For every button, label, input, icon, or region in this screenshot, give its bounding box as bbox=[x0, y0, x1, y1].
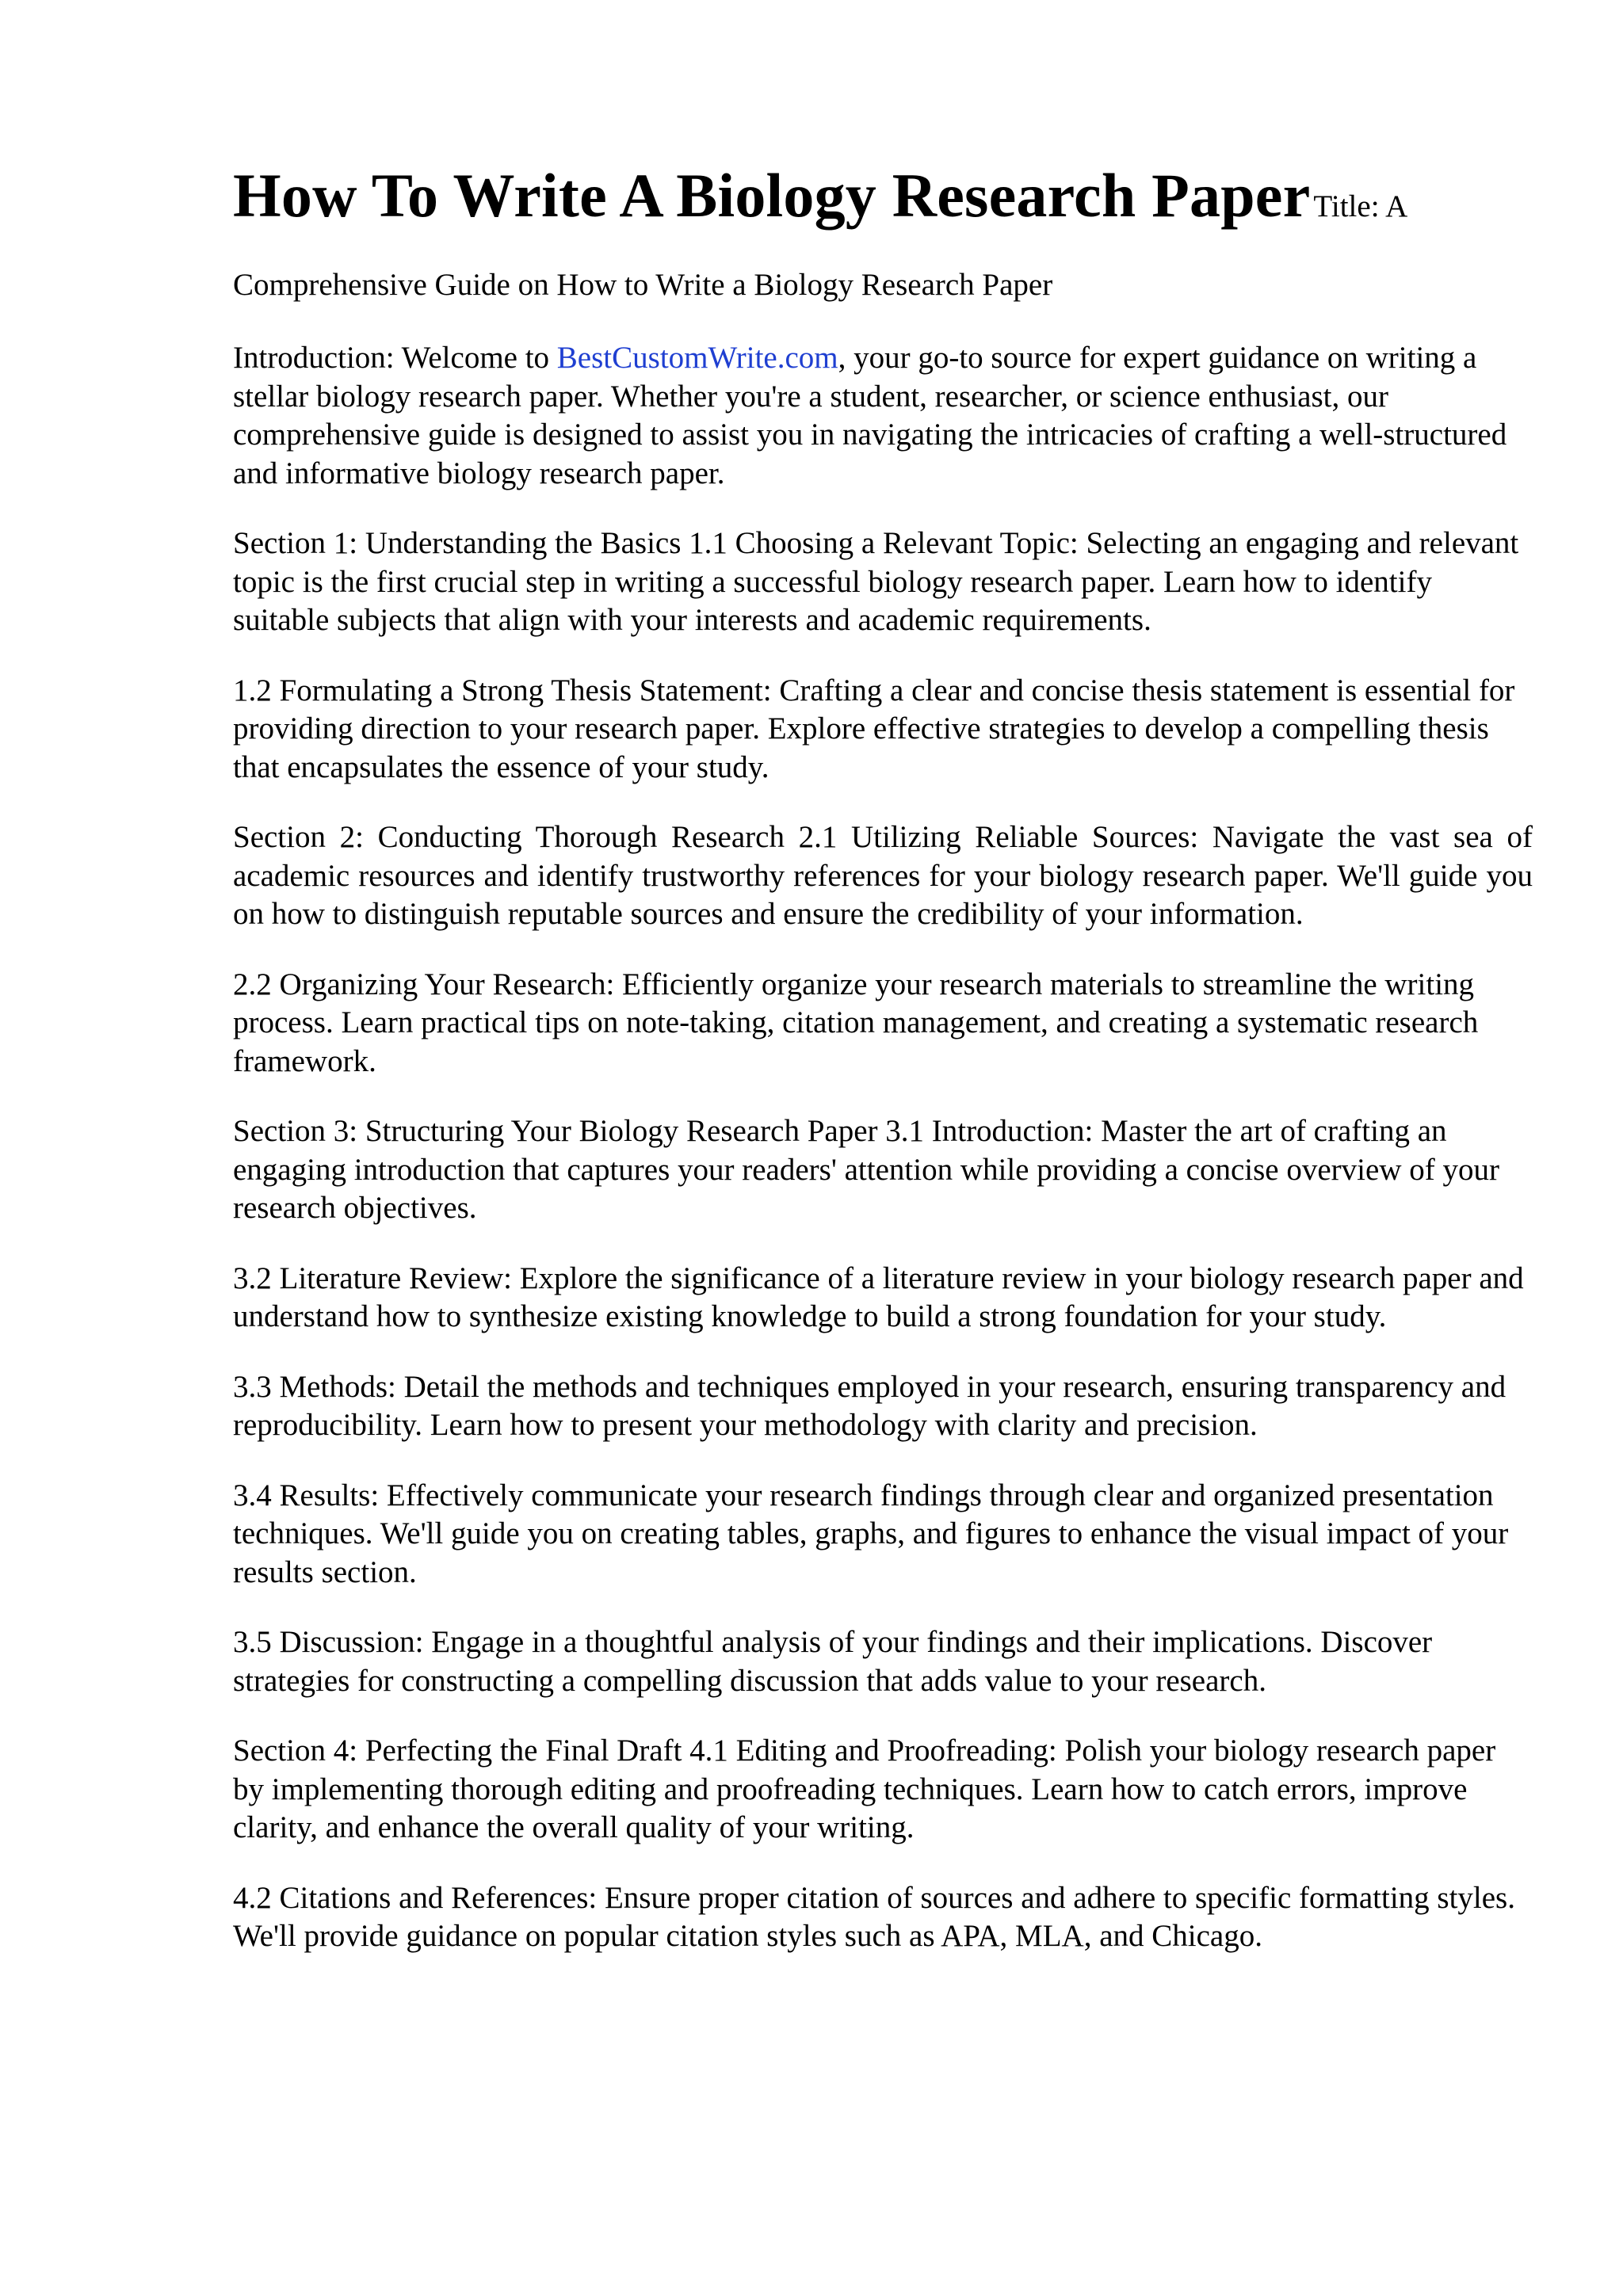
document-title: How To Write A Biology Research Paper bbox=[233, 161, 1311, 230]
thesis-paragraph: 1.2 Formulating a Strong Thesis Statement: Crafting a clear and concise thesis statement is essential for providing direction to your research paper. Explore effective strategies to develop a compelling thesis that encapsulates the essence of your study. bbox=[233, 673, 1515, 784]
section-2-sources-paragraph: Section 2: Conducting Thorough Research 2.1 Utilizing Reliable Sources: Navigate the vast sea of academic resources and identify trustworthy references for your biology research paper. We'll guide you on how to distinguish reputable sources and ensure the credibility of your information. bbox=[233, 820, 1533, 932]
intro-text-start: Introduction: Welcome to bbox=[233, 341, 557, 376]
organizing-research-paragraph: 2.2 Organizing Your Research: Efficiently organize your research materials to streamline the writing process. Learn practical tips on note-taking, citation management, and creating a systematic research framework. bbox=[233, 967, 1479, 1078]
document-page bbox=[233, 158, 1533, 1956]
title-continuation: Comprehensive Guide on How to Write a Biology Research Paper bbox=[233, 267, 1053, 302]
title-inline-label: Title: A bbox=[1313, 189, 1408, 223]
section-3-introduction-paragraph: Section 3: Structuring Your Biology Research Paper 3.1 Introduction: Master the art of crafting an engaging introduction that captures your readers' attention while providing a concise overview of your research objectives. bbox=[233, 1114, 1499, 1226]
intro-text-end: , your go-to source for expert guidance on writing a stellar biology research paper. Whether you're a student, researcher, or science enthusiast, our comprehensive guide is designed to assist you in navigating the intricacies of crafting a well-structured and informative biology research paper. bbox=[233, 341, 1507, 490]
literature-review-paragraph: 3.2 Literature Review: Explore the significance of a literature review in your biology research paper and understand how to synthesize existing knowledge to build a strong foundation for your study. bbox=[233, 1261, 1524, 1334]
intro-paragraph bbox=[233, 339, 1533, 493]
methods-paragraph: 3.3 Methods: Detail the methods and techniques employed in your research, ensuring transparency and reproducibility. Learn how to present your methodology with clarity and precision. bbox=[233, 1369, 1507, 1443]
section-1-topic-paragraph: Section 1: Understanding the Basics 1.1 Choosing a Relevant Topic: Selecting an engaging and relevant topic is the first crucial step in writing a successful biology research paper. Learn how to identify suitable subjects that align with your interests and academic requirements. bbox=[233, 526, 1519, 638]
citations-paragraph: 4.2 Citations and References: Ensure proper citation of sources and adhere to specific formatting styles. We'll provide guidance on popular citation styles such as APA, MLA, and Chicago. bbox=[233, 1880, 1515, 1954]
section-4-editing-paragraph: Section 4: Perfecting the Final Draft 4.1 Editing and Proofreading: Polish your biology research paper by implementing thorough editing and proofreading techniques. Learn how to catch errors, improve clarity, and enhance the overall quality of your writing. bbox=[233, 1733, 1496, 1845]
discussion-paragraph: 3.5 Discussion: Engage in a thoughtful analysis of your findings and their implications. Discover strategies for constructing a compelling discussion that adds value to your research. bbox=[233, 1625, 1433, 1698]
title-line bbox=[233, 158, 1533, 233]
results-paragraph: 3.4 Results: Effectively communicate your research findings through clear and organized presentation techniques. We'll guide you on creating tables, graphs, and figures to enhance the visual impact of your results section. bbox=[233, 1478, 1509, 1589]
site-link[interactable]: BestCustomWrite.com bbox=[556, 341, 838, 376]
